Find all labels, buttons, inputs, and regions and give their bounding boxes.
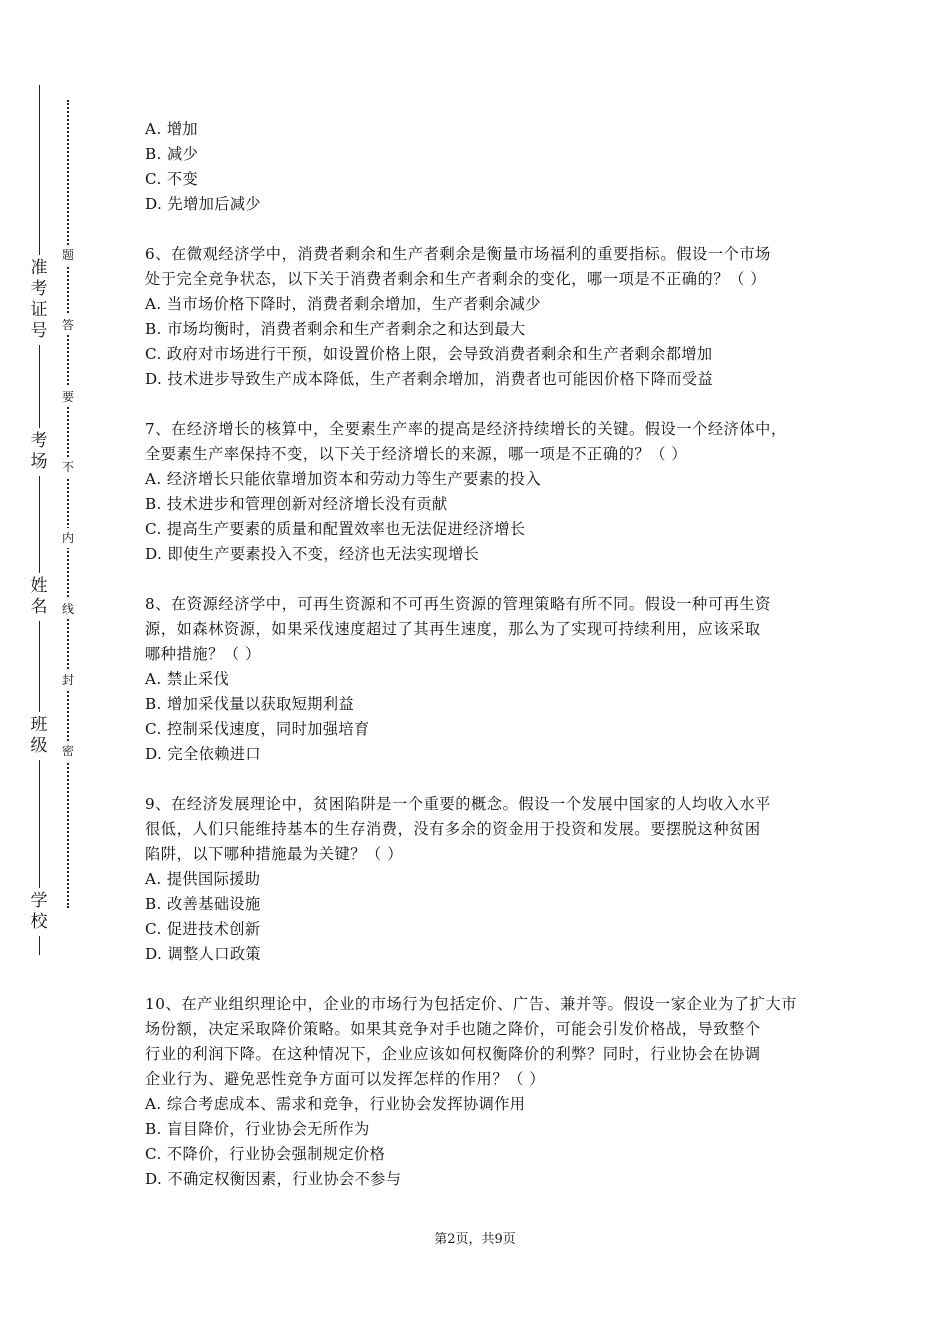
option-b: B. 减少	[145, 145, 199, 163]
seal-char: 题	[59, 245, 77, 265]
question-stem-line: 8、在资源经济学中，可再生资源和不可再生资源的管理策略有所不同。假设一种可再生资	[145, 595, 771, 613]
question-options	[145, 667, 820, 767]
option-b: B. 技术进步和管理创新对经济增长没有贡献	[145, 495, 448, 513]
option-c: C. 提高生产要素的质量和配置效率也无法促进经济增长	[145, 520, 526, 538]
question-options	[145, 467, 820, 567]
option-c: C. 政府对市场进行干预，如设置价格上限，会导致消费者剩余和生产者剩余都增加	[145, 345, 713, 363]
question-stem-line: 哪种措施？（ ）	[145, 645, 261, 663]
seal-dotted-line	[67, 100, 69, 908]
question-7	[145, 417, 820, 567]
question-options	[145, 867, 820, 967]
question-stem-line: 企业行为、避免恶性竞争方面可以发挥怎样的作用？（ ）	[145, 1070, 546, 1088]
option-a: A. 禁止采伐	[145, 670, 230, 688]
option-b: B. 增加采伐量以获取短期利益	[145, 695, 355, 713]
binding-margin	[0, 0, 90, 1344]
option-a: A. 增加	[145, 120, 198, 138]
option-b: B. 盲目降价，行业协会无所作为	[145, 1120, 370, 1138]
option-a: A. 综合考虑成本、需求和竞争，行业协会发挥协调作用	[145, 1095, 526, 1113]
seal-char: 封	[59, 670, 77, 690]
question-content	[145, 117, 820, 1192]
page-number-footer: 第2页，共9页	[434, 1232, 516, 1247]
seal-char: 要	[59, 387, 77, 407]
option-d: D. 即使生产要素投入不变，经济也无法实现增长	[145, 545, 480, 563]
binding-solid-line	[39, 85, 40, 955]
option-c: C. 不降价，行业协会强制规定价格	[145, 1145, 386, 1163]
question-stem-line: 场份额，决定采取降价策略。如果其竞争对手也随之降价，可能会引发价格战，导致整个	[145, 1020, 761, 1038]
seal-char: 密	[59, 741, 77, 761]
option-d: D. 先增加后减少	[145, 195, 262, 213]
question-stem-line: 处于完全竞争状态，以下关于消费者剩余和生产者剩余的变化，哪一项是不正确的？（ ）	[145, 270, 767, 288]
option-d: D. 不确定权衡因素，行业协会不参与	[145, 1170, 402, 1188]
question-options	[145, 1092, 820, 1192]
question-stem-line: 源，如森林资源，如果采伐速度超过了其再生速度，那么为了实现可持续利用，应该采取	[145, 620, 761, 638]
question-stem-line: 陷阱，以下哪种措施最为关键？（ ）	[145, 845, 404, 863]
field-class-label: 班级	[27, 712, 51, 760]
field-school-label: 学校	[27, 888, 51, 936]
option-d: D. 调整人口政策	[145, 945, 262, 963]
previous-question-options	[145, 117, 820, 217]
question-stem-line: 6、在微观经济学中，消费者剩余和生产者剩余是衡量市场福利的重要指标。假设一个市场	[145, 245, 771, 263]
question-8	[145, 592, 820, 767]
option-a: A. 提供国际援助	[145, 870, 261, 888]
question-stem-line: 全要素生产率保持不变，以下关于经济增长的来源，哪一项是不正确的？（ ）	[145, 445, 688, 463]
question-6	[145, 242, 820, 392]
question-stem-line: 7、在经济增长的核算中，全要素生产率的提高是经济持续增长的关键。假设一个经济体中，	[145, 420, 787, 438]
question-options	[145, 292, 820, 392]
option-b: B. 市场均衡时，消费者剩余和生产者剩余之和达到最大	[145, 320, 526, 338]
question-9	[145, 792, 820, 967]
question-stem-line: 行业的利润下降。在这种情况下，企业应该如何权衡降价的利弊？同时，行业协会在协调	[145, 1045, 761, 1063]
option-c: C. 控制采伐速度，同时加强培育	[145, 720, 370, 738]
question-stem-line: 10、在产业组织理论中，企业的市场行为包括定价、广告、兼并等。假设一家企业为了扩大市	[145, 995, 798, 1013]
seal-char: 答	[59, 315, 77, 335]
option-c: C. 促进技术创新	[145, 920, 261, 938]
field-name-label: 姓名	[27, 573, 51, 621]
option-a: A. 经济增长只能依靠增加资本和劳动力等生产要素的投入	[145, 470, 541, 488]
option-a: A. 当市场价格下降时，消费者剩余增加，生产者剩余减少	[145, 295, 541, 313]
option-d: D. 完全依赖进口	[145, 745, 262, 763]
seal-char: 内	[59, 528, 77, 548]
field-exam-number-label: 准考证号	[27, 255, 51, 345]
seal-char: 不	[59, 457, 77, 477]
seal-char: 线	[59, 599, 77, 619]
question-10	[145, 992, 820, 1192]
option-c: C. 不变	[145, 170, 199, 188]
option-b: B. 改善基础设施	[145, 895, 261, 913]
option-d: D. 技术进步导致生产成本降低，生产者剩余增加，消费者也可能因价格下降而受益	[145, 370, 714, 388]
field-exam-room-label: 考场	[27, 428, 51, 476]
question-stem-line: 9、在经济发展理论中，贫困陷阱是一个重要的概念。假设一个发展中国家的人均收入水平	[145, 795, 771, 813]
question-stem-line: 很低，人们只能维持基本的生存消费，没有多余的资金用于投资和发展。要摆脱这种贫困	[145, 820, 761, 838]
